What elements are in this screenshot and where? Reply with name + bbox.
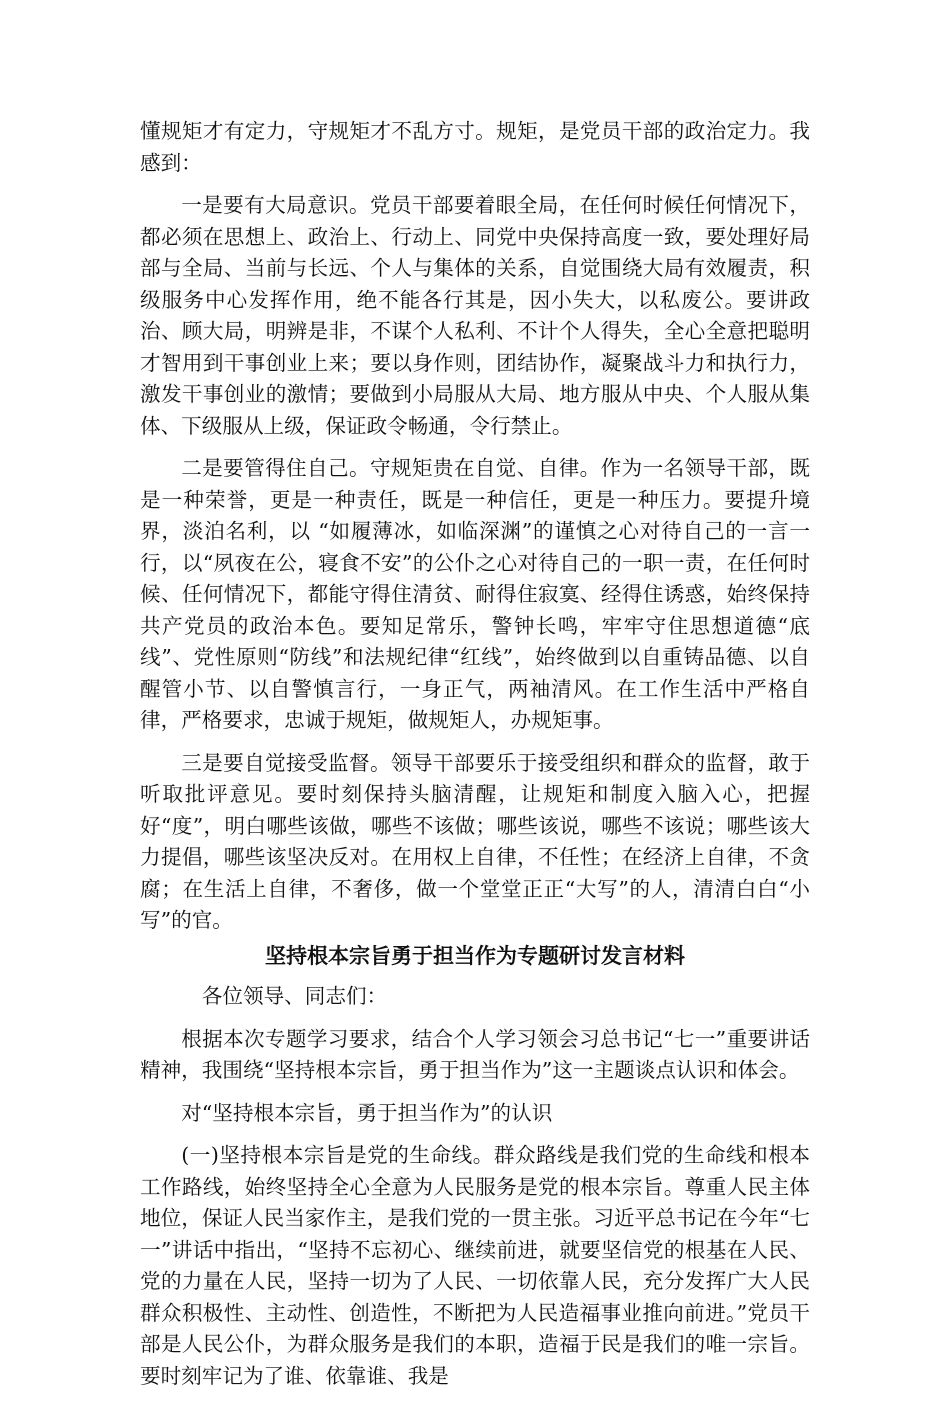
paragraph-intro: 根据本次专题学习要求，结合个人学习领会习总书记“七一”重要讲话精神，我围绕“坚持根本宗旨，勇于担当作为”这一主题谈点认识和体会。 [140,1026,810,1082]
section-heading-understanding: 对“坚持根本宗旨，勇于担当作为”的认识 [181,1100,553,1125]
paragraph-fundamental-purpose: (一)坚持根本宗旨是党的生命线。群众路线是我们党的生命线和根本工作路线，始终坚持全心全意为人民服务是党的根本宗旨。尊重人民主体地位，保证人民当家作主，是我们党的一贯主张。习近平总书记在今年“七一”讲话中指出，“坚持不忘初心、继续前进，就要坚信党的根基在人民、党的力量在人民，坚持一切为了人民、一切依靠人民，充分发挥广大人民群众积极性、主动性、创造性，不断把为人民造福事业推向前进。”党员干部是人民公仆，为群众服务是我们的本职，造福于民是我们的唯一宗旨。要时刻牢记为了谁、依靠谁、我是 [140,1143,810,1388]
paragraph-opening: 懂规矩才有定力，守规矩才不乱方寸。规矩，是党员干部的政治定力。我感到： [140,119,810,175]
paragraph-overall-awareness: 一是要有大局意识。党员干部要着眼全局，在任何时候任何情况下，都必须在思想上、政治上、行动上、同党中央保持高度一致，要处理好局部与全局、当前与长远、个人与集体的关系，自觉围绕大局有效履责，积级服务中心发挥作用，绝不能各行其是，因小失大，以私废公。要讲政治、顾大局，明辨是非，不谋个人私利、不计个人得失，全心全意把聪明才智用到干事创业上来；要以身作则，团结协作，凝聚战斗力和执行力，激发干事创业的激情；要做到小局服从大局、地方服从中央、个人服从集体、下级服从上级，保证政令畅通，令行禁止。 [140,193,810,438]
paragraph-self-discipline: 二是要管得住自己。守规矩贵在自觉、自律。作为一名领导干部，既是一种荣誉，更是一种责任，既是一种信任，更是一种压力。要提升境界，淡泊名利，以 “如履薄冰，如临深渊”的谨慎之心对待自己的一言一行，以“夙夜在公，寝食不安”的公仆之心对待自己的一职一责，在任何时候、任何情况下，都能守得住清贫、耐得住寂寞、经得住诱惑，始终保持共产党员的政治本色。要知足常乐，警钟长鸣，牢牢守住思想道德“底线”、党性原则“防线”和法规纪律“红线”，始终做到以自重铸品德、以自醒管小节、以自警慎言行，一身正气，两袖清风。在工作生活中严格自律，严格要求，忠诚于规矩，做规矩人，办规矩事。 [140,456,810,732]
document-page [140,116,810,1403]
document-title: 坚持根本宗旨勇于担当作为专题研讨发言材料 [265,943,685,968]
paragraph-supervision: 三是要自觉接受监督。领导干部要乐于接受组织和群众的监督，敢于听取批评意见。要时刻保持头脑清醒，让规矩和制度入脑入心，把握好“度”，明白哪些该做，哪些不该做；哪些该说，哪些不该说；哪些该大力提倡，哪些该坚决反对。在用权上自律，不任性；在经济上自律，不贪腐；在生活上自律，不奢侈，做一个堂堂正正“大写”的人，清清白白“小写”的官。 [140,750,810,932]
salutation: 各位领导、同志们： [201,984,388,1008]
